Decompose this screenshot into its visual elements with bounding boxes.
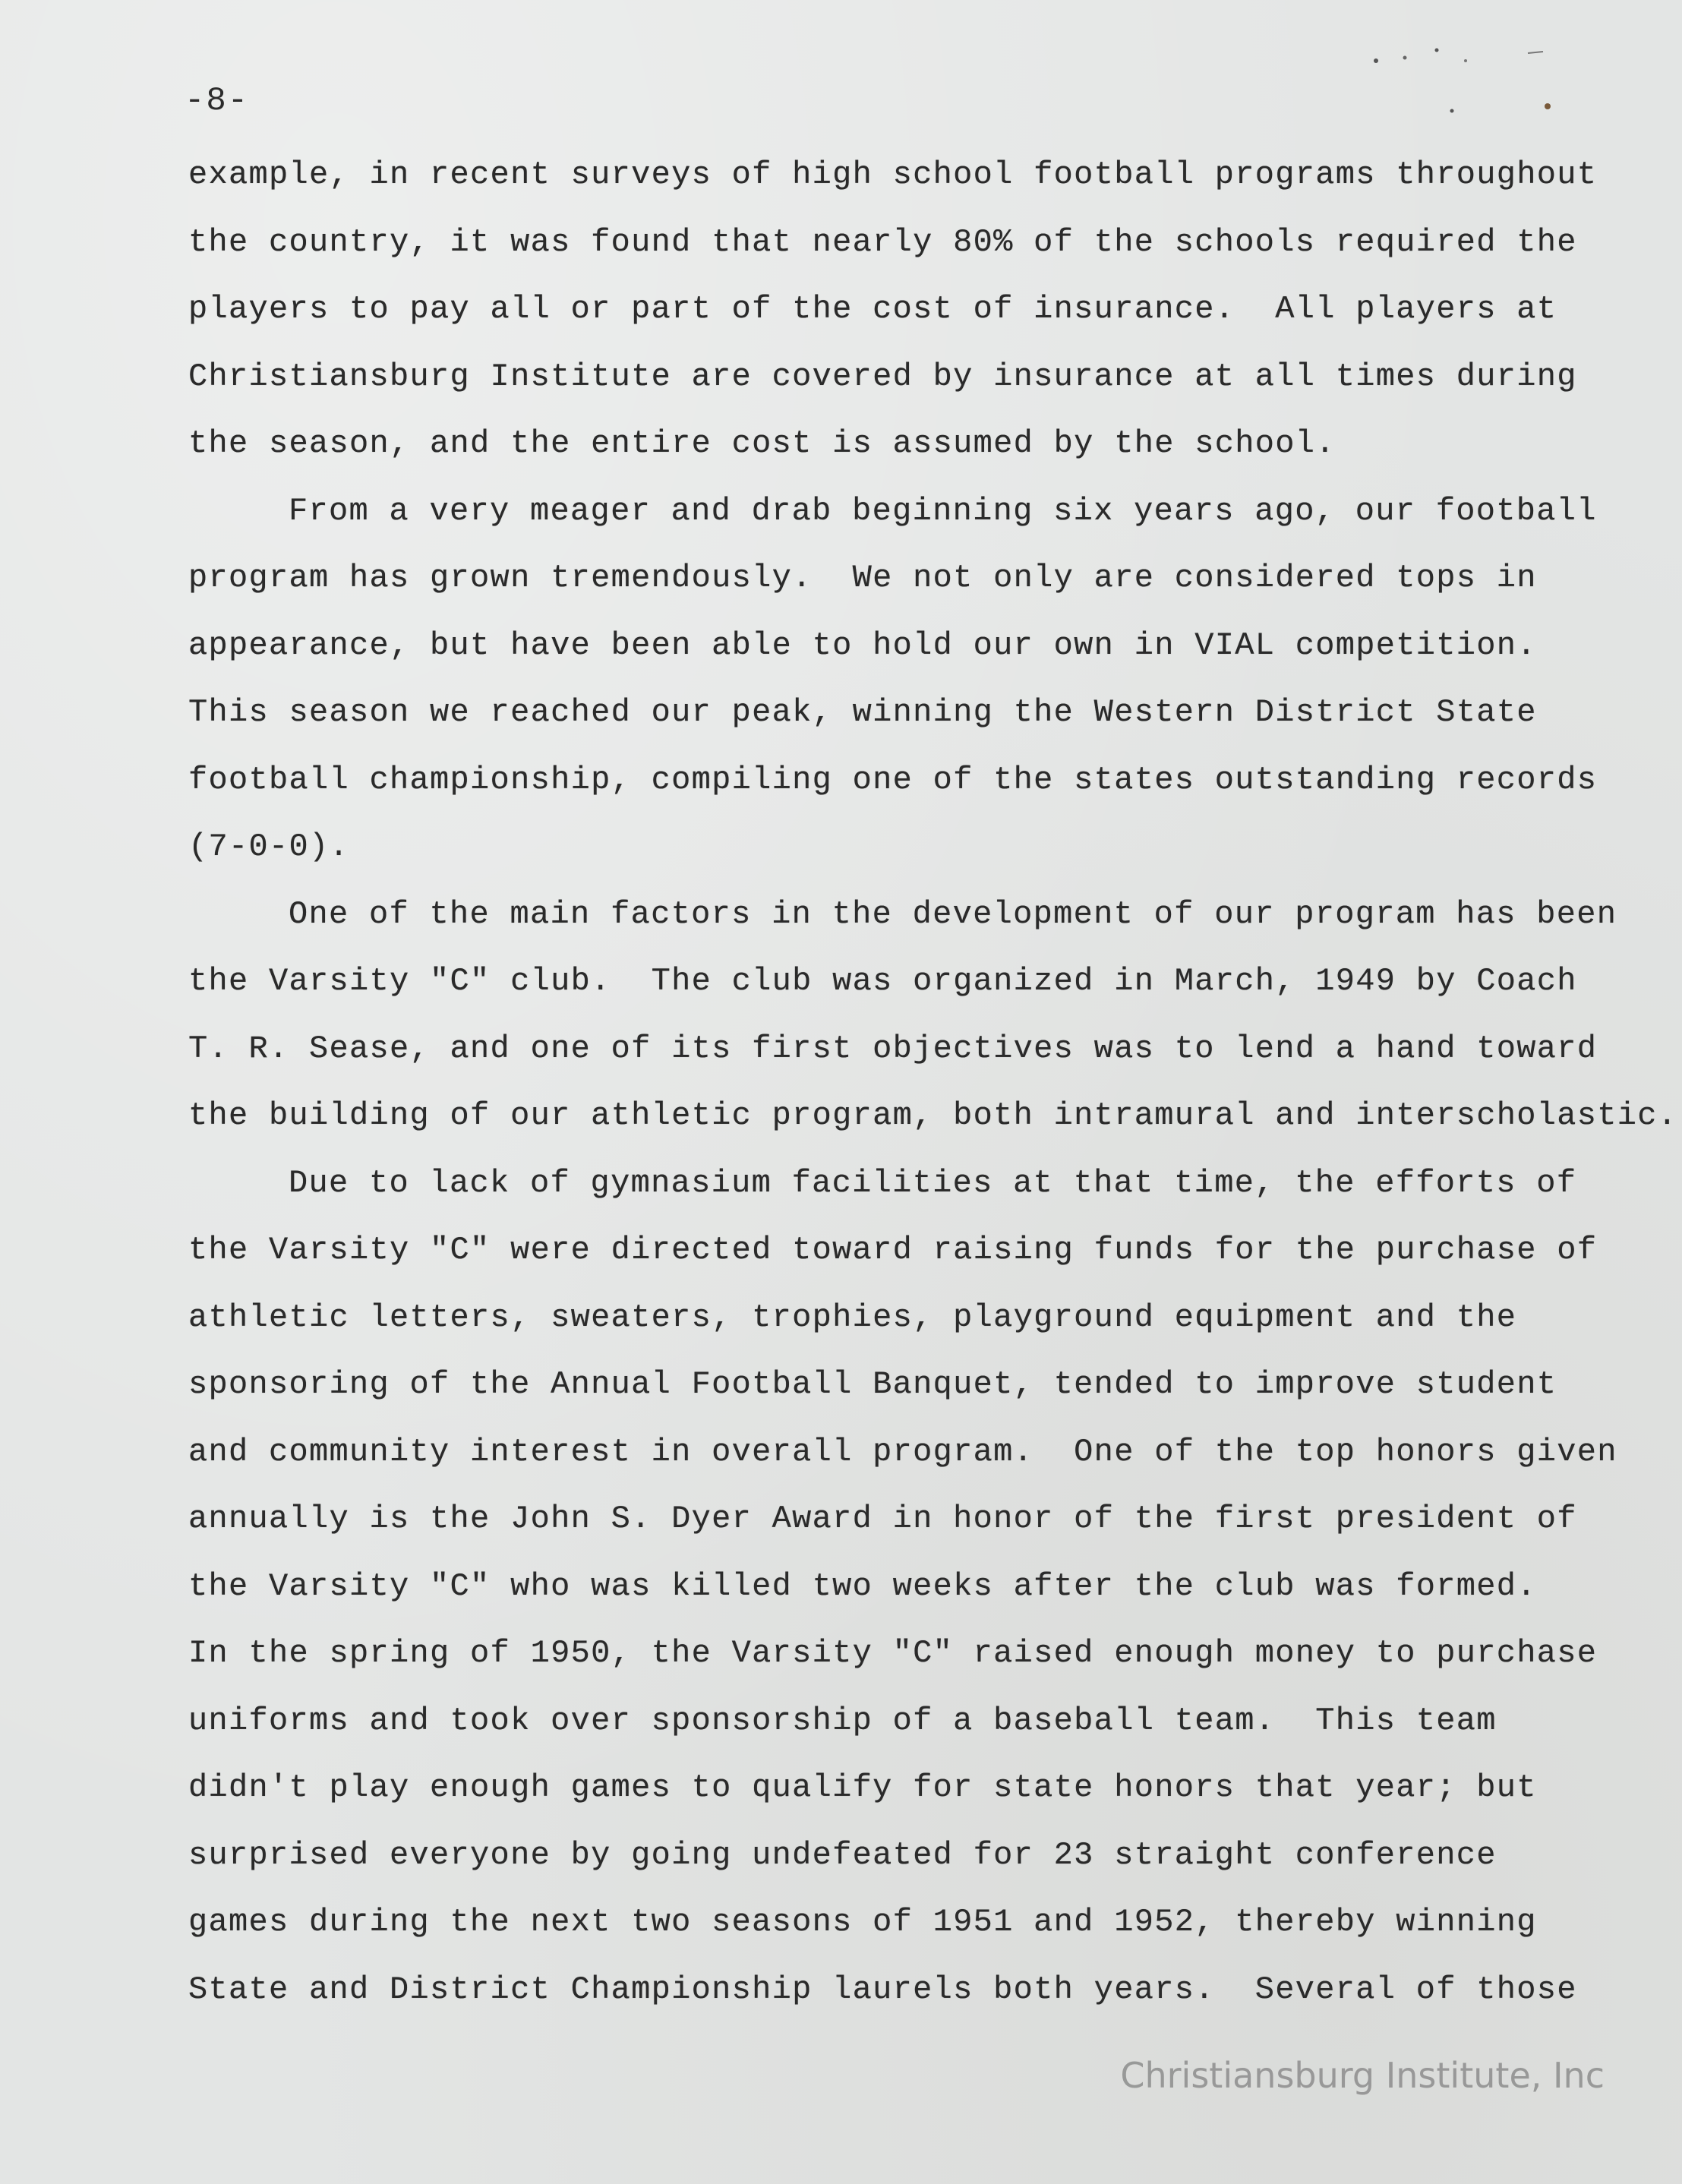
speck	[1450, 109, 1454, 113]
text-line: T. R. Sease, and one of its first objectives was to lend a hand toward	[188, 1030, 1598, 1067]
text-line: players to pay all or part of the cost of insurance. All players at	[188, 291, 1557, 327]
text-line: football championship, compiling one of the states outstanding records	[188, 761, 1598, 798]
paragraph	[188, 141, 1669, 478]
text-line: games during the next two seasons of 1951 and 1952, thereby winning	[188, 1904, 1537, 1940]
text-line: surprised everyone by going undefeated for 23 straight conference	[188, 1836, 1497, 1873]
speck	[1545, 103, 1551, 109]
text-line: the country, it was found that nearly 80% of the schools required the	[188, 223, 1577, 260]
text-line: the building of our athletic program, both intramural and interscholastic.	[188, 1097, 1678, 1134]
page-number: -8-	[185, 82, 250, 120]
typed-body-text	[188, 141, 1678, 2023]
text-line: State and District Championship laurels both years. Several of those	[188, 1971, 1577, 2008]
text-line: Due to lack of gymnasium facilities at that time, the efforts of	[289, 1164, 1577, 1201]
text-line: the Varsity "C" club. The club was organized in March, 1949 by Coach	[188, 963, 1577, 999]
text-line: appearance, but have been able to hold our own in VIAL competition.	[188, 626, 1537, 664]
text-line: One of the main factors in the development of our program has been	[289, 895, 1617, 933]
speck	[1403, 56, 1407, 60]
text-line: This season we reached our peak, winning the Western District State	[188, 694, 1537, 731]
text-line: (7-0-0).	[188, 828, 350, 865]
text-line: athletic letters, sweaters, trophies, playground equipment and the	[188, 1299, 1517, 1336]
speck	[1374, 58, 1378, 63]
text-line: annually is the John S. Dyer Award in honor of the first president of	[188, 1501, 1577, 1537]
speck	[1464, 59, 1467, 62]
text-line: example, in recent surveys of high school football programs throughout	[188, 156, 1598, 193]
text-line: the season, and the entire cost is assumed by the school.	[188, 425, 1336, 462]
watermark: Christiansburg Institute, Inc	[1120, 2055, 1605, 2096]
text-line: From a very meager and drab beginning six years ago, our football	[289, 492, 1597, 529]
paragraph	[188, 478, 1669, 881]
text-line: the Varsity "C" who was killed two weeks after the club was formed.	[188, 1567, 1537, 1605]
text-line: program has grown tremendously. We not only are considered tops in	[188, 560, 1537, 596]
text-line: the Varsity "C" were directed toward raising funds for the purchase of	[188, 1232, 1598, 1268]
text-line: and community interest in overall program. One of the top honors given	[188, 1433, 1617, 1470]
text-line: uniforms and took over sponsorship of a baseball team. This team	[188, 1702, 1497, 1739]
paragraph	[188, 881, 1678, 1150]
text-line: In the spring of 1950, the Varsity "C" raised enough money to purchase	[188, 1635, 1598, 1671]
paragraph	[188, 1150, 1669, 2024]
speck	[1435, 49, 1439, 52]
text-line: didn't play enough games to qualify for state honors that year; but	[188, 1769, 1537, 1806]
text-line: sponsoring of the Annual Football Banquet, tended to improve student	[188, 1366, 1557, 1403]
speck	[1528, 52, 1543, 53]
text-line: Christiansburg Institute are covered by insurance at all times during	[188, 358, 1577, 395]
